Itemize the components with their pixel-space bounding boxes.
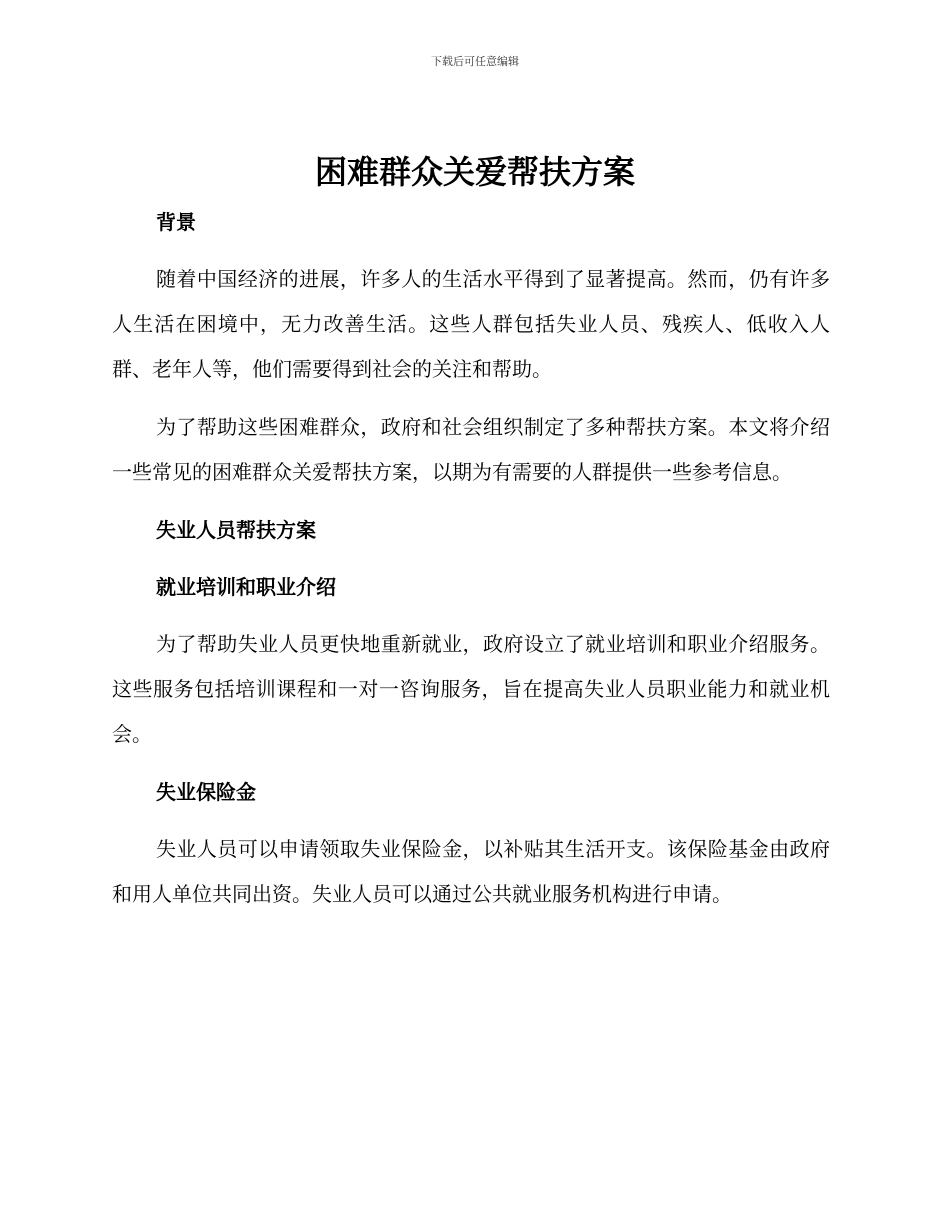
paragraph-background-2: 为了帮助这些困难群众，政府和社会组织制定了多种帮扶方案。本文将介绍一些常见的困难群众关爱帮扶方案，以期为有需要的人群提供一些参考信息。 xyxy=(112,415,830,484)
paragraph-training: 为了帮助失业人员更快地重新就业，政府设立了就业培训和职业介绍服务。这些服务包括培训课程和一对一咨询服务，旨在提高失业人员职业能力和就业机会。 xyxy=(112,632,830,746)
document-title: 困难群众关爱帮扶方案 xyxy=(314,153,635,191)
page-header-note: 下载后可任意编辑 xyxy=(431,55,519,68)
subsection-heading-training: 就业培训和职业介绍 xyxy=(156,575,336,599)
paragraph-insurance: 失业人员可以申请领取失业保险金，以补贴其生活开支。该保险基金由政府和用人单位共同出资。失业人员可以通过公共就业服务机构进行申请。 xyxy=(112,837,830,906)
paragraph-background-1: 随着中国经济的进展，许多人的生活水平得到了显著提高。然而，仍有许多人生活在困境中，无力改善生活。这些人群包括失业人员、残疾人、低收入人群、老年人等，他们需要得到社会的关注和帮助。 xyxy=(112,267,830,381)
section-heading-unemployed: 失业人员帮扶方案 xyxy=(156,518,316,542)
subsection-heading-insurance: 失业保险金 xyxy=(156,780,256,804)
document-body xyxy=(112,200,830,930)
section-heading-background: 背景 xyxy=(156,210,196,234)
